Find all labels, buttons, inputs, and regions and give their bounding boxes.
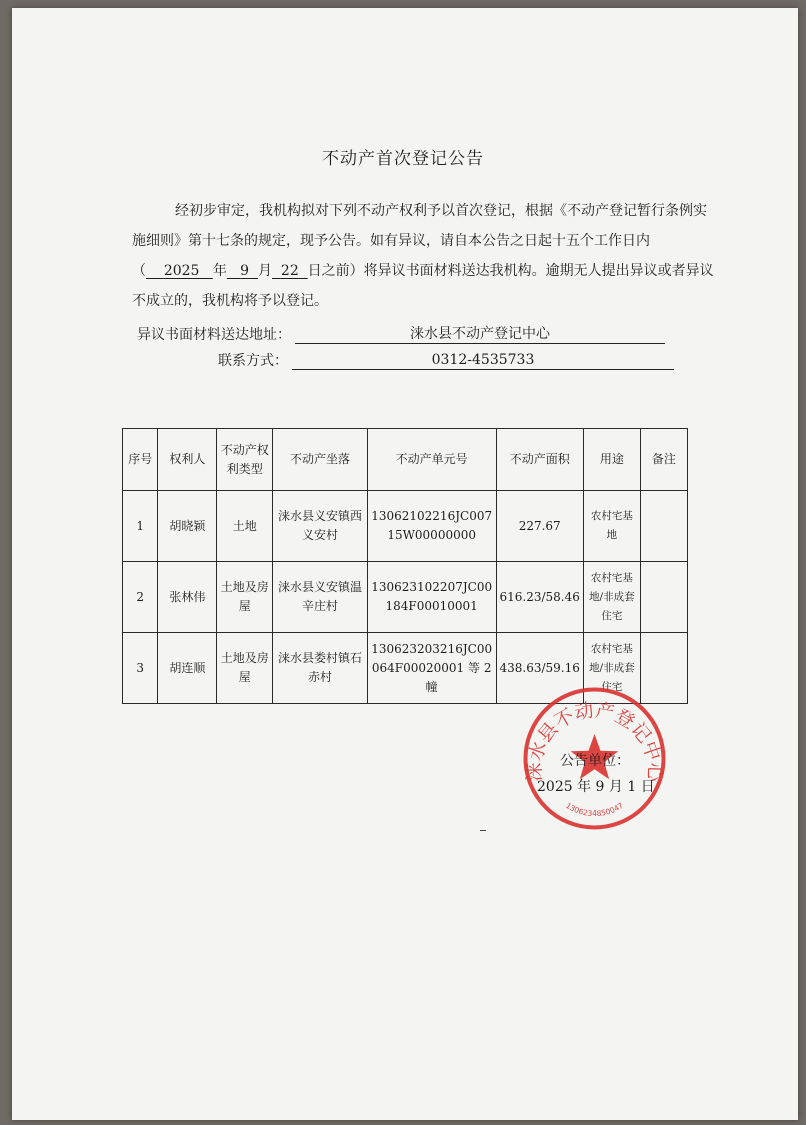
cell-no: 1 — [123, 491, 158, 562]
header-location: 不动产坐落 — [273, 429, 368, 491]
seal-text: 涞水县不动产登记中心 — [523, 699, 666, 782]
cell-location: 涞水县娄村镇石赤村 — [273, 633, 368, 704]
table-row — [123, 562, 688, 633]
intro-text-2: 将异议书面材料送达我机构。逾期无人提出异议或者异议不成立的，我机构将予以登记。 — [132, 263, 714, 309]
header-usage: 用途 — [583, 429, 640, 491]
deadline-month-unit: 月 — [258, 263, 272, 279]
cell-area: 227.67 — [496, 491, 583, 562]
header-no: 序号 — [123, 429, 158, 491]
issue-date: 2025 年 9 月 1 日 — [537, 779, 655, 795]
cell-unit-no: 13062102216JC00715W00000000 — [367, 491, 496, 562]
cell-no: 2 — [123, 562, 158, 633]
deadline-year: 2025 — [163, 263, 200, 279]
table-row — [123, 491, 688, 562]
cell-location: 涞水县义安镇温辛庄村 — [273, 562, 368, 633]
header-remark: 备注 — [640, 429, 687, 491]
address-row — [137, 324, 665, 344]
cell-area: 616.23/58.46 — [496, 562, 583, 633]
address-label: 异议书面材料送达地址： — [137, 327, 291, 343]
page-title: 不动产首次登记公告 — [322, 149, 484, 169]
cell-no: 3 — [123, 633, 158, 704]
header-holder: 权利人 — [158, 429, 217, 491]
issuer-label: 公告单位： — [560, 753, 630, 769]
intro-text-1: 经初步审定，我机构拟对下列不动产权利予以首次登记，根据《不动产登记暂行条例实施细则》第十七条的规定，现予公告。如有异议，请自本公告之日起十五个工作日内（ — [132, 203, 707, 279]
cell-right-type: 土地及房屋 — [217, 633, 273, 704]
cell-right-type: 土地及房屋 — [217, 562, 273, 633]
table-header-row — [123, 429, 688, 491]
property-records-table — [122, 428, 688, 704]
cell-remark — [640, 491, 687, 562]
cell-usage: 农村宅基地/非成套住宅 — [583, 562, 640, 633]
cell-unit-no: 130623102207JC00184F00010001 — [367, 562, 496, 633]
cell-holder: 胡晓颖 — [158, 491, 217, 562]
contact-value: 0312-4535733 — [292, 351, 674, 370]
header-unit-no: 不动产单元号 — [367, 429, 496, 491]
cell-usage: 农村宅基地/非成套住宅 — [583, 633, 640, 704]
cell-remark — [640, 562, 687, 633]
header-right-type: 不动产权利类型 — [217, 429, 273, 491]
deadline-month: 9 — [240, 263, 250, 279]
cell-location: 涞水县义安镇西义安村 — [273, 491, 368, 562]
cell-holder: 张林伟 — [158, 562, 217, 633]
announcement-paragraph — [132, 196, 717, 316]
contact-label: 联系方式： — [218, 353, 288, 369]
cell-holder: 胡连顺 — [158, 633, 217, 704]
address-value: 涞水县不动产登记中心 — [295, 325, 665, 344]
cell-usage: 农村宅基地 — [583, 491, 640, 562]
deadline-day-unit: 日之前） — [307, 263, 364, 279]
deadline-year-unit: 年 — [212, 263, 227, 279]
cell-right-type: 土地 — [217, 491, 273, 562]
contact-row — [218, 350, 674, 370]
deadline-day: 22 — [280, 263, 299, 279]
seal-code: 1306234850047 — [564, 800, 625, 819]
header-area: 不动产面积 — [496, 429, 583, 491]
page-mark — [480, 830, 486, 831]
cell-area: 438.63/59.16 — [496, 633, 583, 704]
cell-unit-no: 130623203216JC00064F00020001 等 2 幢 — [367, 633, 496, 704]
